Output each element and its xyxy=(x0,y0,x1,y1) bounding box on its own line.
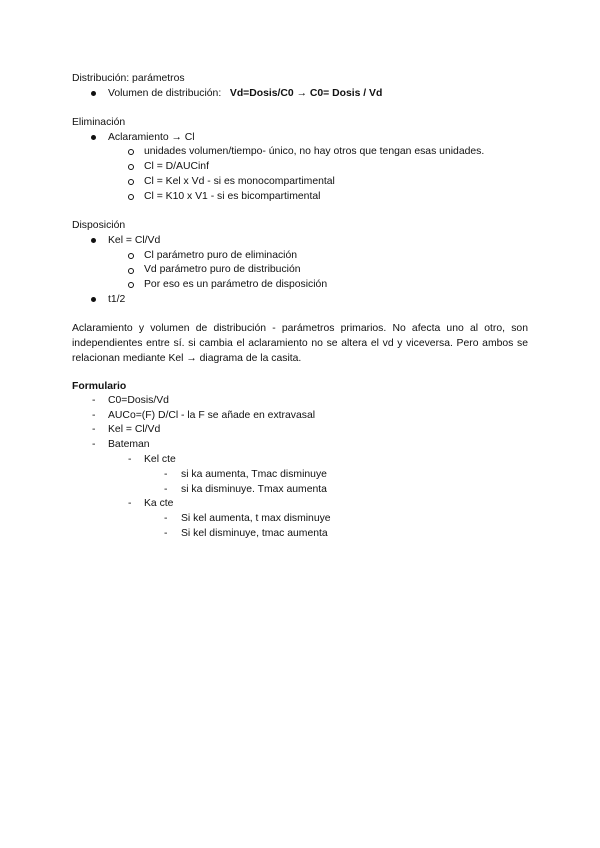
item-kel: Kel = Cl/Vd xyxy=(108,235,161,246)
subitem-cl-eliminacion: Cl parámetro puro de eliminación xyxy=(144,250,298,261)
dash-bullet: - xyxy=(128,498,132,509)
bullet-circle xyxy=(128,268,134,274)
dash-bullet: - xyxy=(164,513,168,524)
bullet-circle xyxy=(128,253,134,259)
bullet-circle xyxy=(128,282,134,288)
volumen-label: Volumen de distribución: xyxy=(108,88,222,99)
bateman-ka-cte: Ka cte xyxy=(144,498,174,509)
bullet-circle xyxy=(128,194,134,200)
dash-bullet: - xyxy=(92,395,96,406)
dash-bullet: - xyxy=(164,484,168,495)
dash-bullet: - xyxy=(128,454,132,465)
bullet-dot xyxy=(91,297,96,302)
subitem-unidades: unidades volumen/tiempo- único, no hay otros que tengan esas unidades. xyxy=(144,146,485,157)
bullet-dot xyxy=(91,238,96,243)
kel-cte-subitem: si ka aumenta, Tmac disminuye xyxy=(181,469,327,480)
subitem-vd-distribucion: Vd parámetro puro de distribución xyxy=(144,264,301,275)
dash-bullet: - xyxy=(92,424,96,435)
heading-eliminacion: Eliminación xyxy=(72,117,126,128)
heading-distribucion: Distribución: parámetros xyxy=(72,73,185,84)
subitem-cl-bi: Cl = K10 x V1 - si es bicompartimental xyxy=(144,191,321,202)
bullet-dot xyxy=(91,135,96,140)
ka-cte-subitem: Si kel disminuye, tmac aumenta xyxy=(181,528,328,539)
bullet-circle xyxy=(128,179,134,185)
item-t12: t1/2 xyxy=(108,294,126,305)
subitem-cl-aucinf: Cl = D/AUCinf xyxy=(144,161,209,172)
dash-bullet: - xyxy=(164,528,168,539)
ka-cte-subitem: Si kel aumenta, t max disminuye xyxy=(181,513,331,524)
subitem-cl-mono: Cl = Kel x Vd - si es monocompartimental xyxy=(144,176,335,187)
formula-auc: AUCo=(F) D/Cl - la F se añade en extravasal xyxy=(108,410,316,421)
formula-bateman: Bateman xyxy=(108,439,150,450)
kel-cte-subitem: si ka disminuye. Tmax aumenta xyxy=(181,484,327,495)
heading-formulario: Formulario xyxy=(72,381,127,392)
item-volumen xyxy=(108,87,382,100)
paragraph-primarios: Aclaramiento y volumen de distribución - parámetros primarios. No afecta uno al otro, son independientes entre sí. si cambia el aclaramiento no se altera el vd y viceversa. Pero ambos se relacionan mediante Kel → diagrama de la casita. xyxy=(72,323,528,365)
bullet-dot xyxy=(91,91,96,96)
formula-c0: C0=Dosis/Vd xyxy=(108,395,169,406)
dash-bullet: - xyxy=(92,439,96,450)
dash-bullet: - xyxy=(164,469,168,480)
volumen-formula: Vd=Dosis/C0 → C0= Dosis / Vd xyxy=(229,88,383,99)
formula-kel: Kel = Cl/Vd xyxy=(108,424,161,435)
item-aclaramiento: Aclaramiento → Cl xyxy=(108,132,195,143)
heading-disposicion: Disposición xyxy=(72,220,126,231)
bullet-circle xyxy=(128,164,134,170)
bullet-circle xyxy=(128,149,134,155)
dash-bullet: - xyxy=(92,410,96,421)
bateman-kel-cte: Kel cte xyxy=(144,454,176,465)
subitem-disposicion: Por eso es un parámetro de disposición xyxy=(144,279,328,290)
